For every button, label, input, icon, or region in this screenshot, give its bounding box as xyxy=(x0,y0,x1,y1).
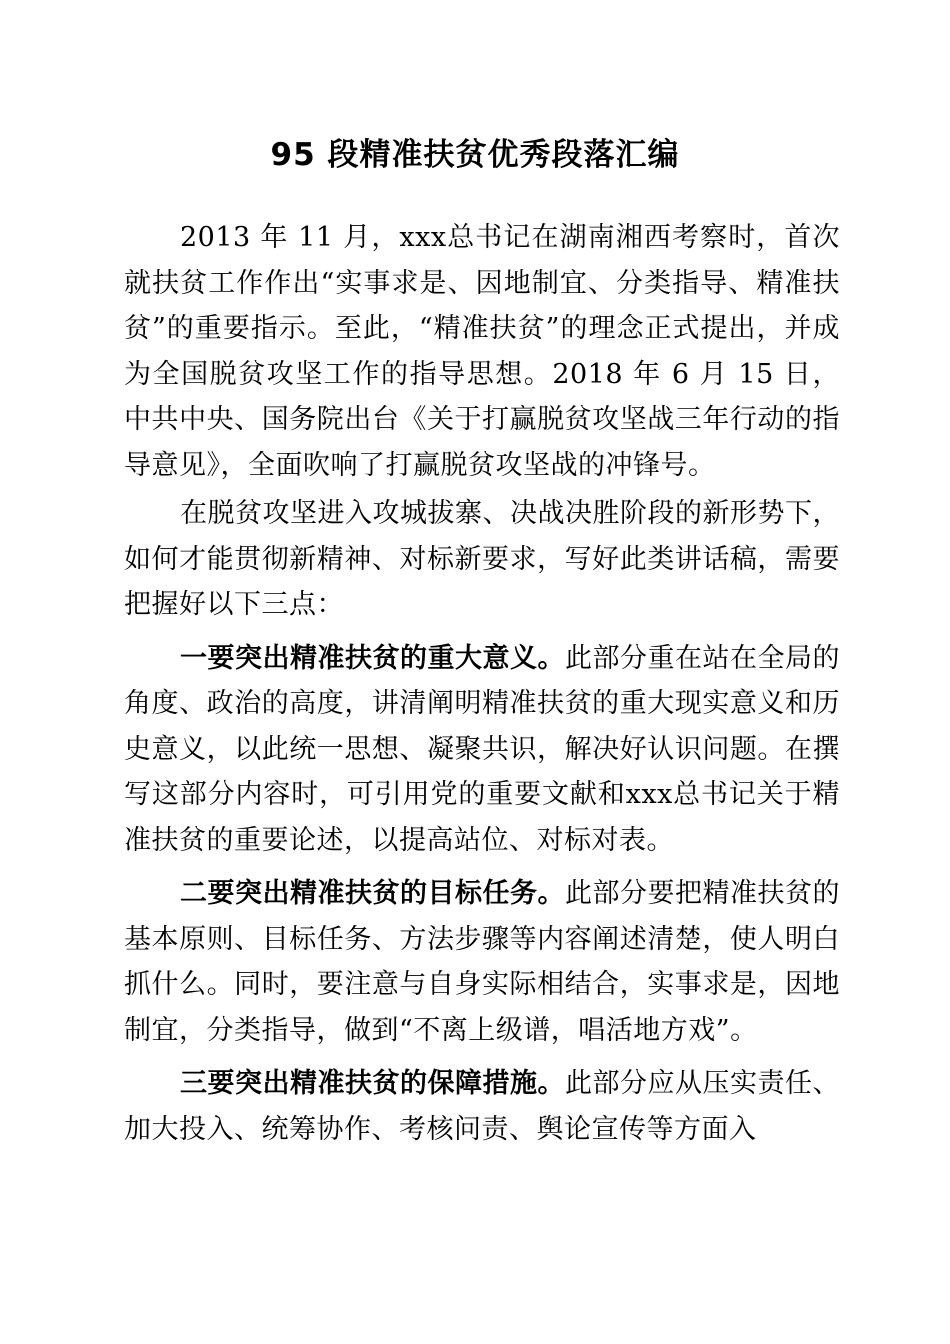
point-paragraph-3 xyxy=(124,1061,840,1152)
point-heading-3: 三要突出精准扶贫的保障措施。 xyxy=(180,1068,565,1099)
point-heading-1: 一要突出精准扶贫的重大意义。 xyxy=(180,642,565,674)
point-text-1: 此部分重在站在全局的角度、政治的高度，讲清阐明精准扶贫的重大现实意义和历史意义，以此统一思想、凝聚共识，解决好认识问题。在撰写这部分内容时，可引用党的重要文献和xxx总书记关于精准扶贫的重要论述，以提高站位、对标对表。 xyxy=(124,642,840,856)
intro-paragraph: 2013 年 11 月，xxx总书记在湖南湘西考察时，首次就扶贫工作作出“实事求是、因地制宜、分类指导、精准扶贫”的重要指示。至此，“精准扶贫”的理念正式提出，并成为全国脱贫攻坚工作的指导思想。2018 年 6 月 15 日，中共中央、国务院出台《关于打赢脱贫攻坚战三年行动的指导意见》，全面吹响了打赢脱贫攻坚战的冲锋号。 xyxy=(124,222,840,481)
document-title: 95 段精准扶贫优秀段落汇编 xyxy=(270,137,680,173)
point-heading-2: 二要突出精准扶贫的目标任务。 xyxy=(180,878,565,909)
point-text-3: 此部分应从压实责任、加大投入、统筹协作、考核问责、舆论宣传等方面入 xyxy=(124,1068,840,1145)
document-body xyxy=(124,215,840,1152)
point-text-2: 此部分要把精准扶贫的基本原则、目标任务、方法步骤等内容阐述清楚，使人明白抓什么。同时，要注意与自身实际相结合，实事求是，因地制宜，分类指导，做到“不离上级谱，唱活地方戏”。 xyxy=(124,878,840,1046)
point-paragraph-2 xyxy=(124,871,840,1053)
point-paragraph-1 xyxy=(124,636,840,864)
context-paragraph: 在脱贫攻坚进入攻城拔寨、决战决胜阶段的新形势下，如何才能贯彻新精神、对标新要求，写好此类讲话稿，需要把握好以下三点： xyxy=(124,498,840,620)
